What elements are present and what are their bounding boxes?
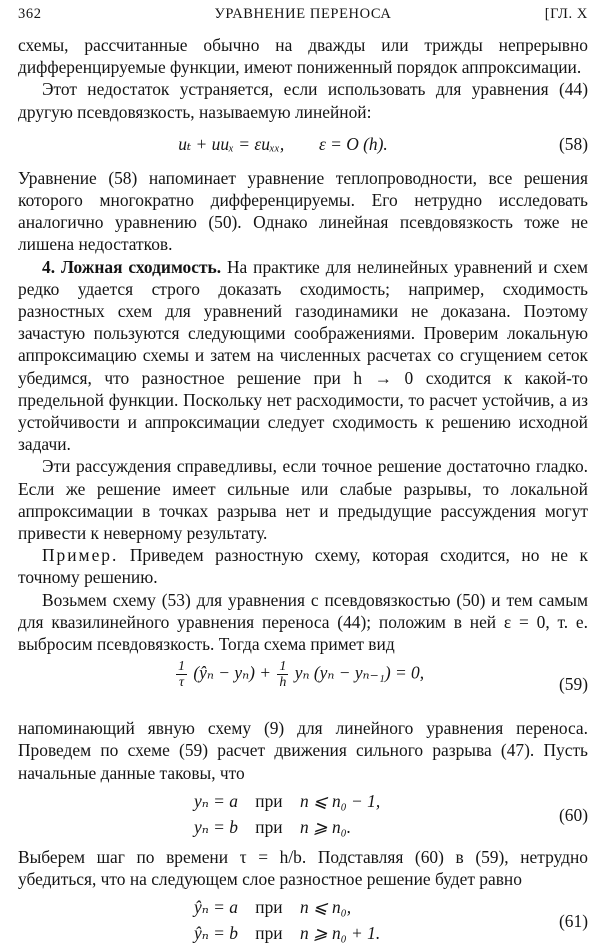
page-header xyxy=(18,6,588,30)
paragraph-5: Эти рассуждения справедливы, если точное решение достаточно гладко. Если же решение имеет сильные или слабые разрывы, то локальной аппроксимации в точках разрыва нет и предыдущие рассуждения могут привести к неверному результату. xyxy=(18,456,588,544)
paragraph-3: Уравнение (58) напоминает уравнение теплопроводности, все решения которого многократно дифференцируемы. Его нетрудно исследовать аналогично уравнению (50). Однако линейная псевдовязкость тоже не лишена недостатков. xyxy=(18,167,588,255)
paragraph-1: схемы, рассчитанные обычно на дважды или трижды непрерывно дифференцируемые функции, имеют пониженный порядок аппроксимации. xyxy=(18,35,588,78)
example-label: Пример. xyxy=(42,545,119,566)
fraction-1-over-tau: $\frac{1}{\tau}$ xyxy=(178,659,185,691)
equation-61-line-1: ŷₙ = a при n ⩽ n₀, xyxy=(194,897,352,918)
equation-59-number: (59) xyxy=(559,674,588,695)
section-heading: 4. Ложная сходимость. xyxy=(42,256,222,277)
running-head: УРАВНЕНИЕ ПЕРЕНОСА xyxy=(214,6,392,22)
equation-60-number: (60) xyxy=(559,804,588,825)
paragraph-6-text: Приведем разностную схему, которая сходится, но не к точному решению. xyxy=(18,545,588,588)
paragraph-6 xyxy=(18,544,588,588)
paragraph-9: Выберем шаг по времени τ = h/b. Подставляя (60) в (59), нетрудно убедиться, что на следующем слое разностное решение будет равно xyxy=(18,846,588,890)
equation-58-number: (58) xyxy=(559,133,588,154)
paragraph-8: напоминающий явную схему (9) для линейного уравнения переноса. Проведем по схеме (59) расчет движения сильного разрыва (47). Пусть начальные данные таковы, что xyxy=(18,718,588,783)
equation-61-number: (61) xyxy=(559,911,588,932)
equation-58-rhs: ε = O (h). xyxy=(318,133,388,154)
equation-59 xyxy=(18,655,588,717)
fraction-1-over-h: $\frac{1}{h}$ xyxy=(279,659,287,691)
paragraph-7: Возьмем схему (53) для уравнения с псевдовязкостью (50) и тем самым для квазилинейного уравнения переноса (44); положим в ней ε = 0, т. е. выбросим псевдовязкость. Тогда схема примет вид xyxy=(18,589,588,655)
paragraph-4-text: На практике для нелинейных уравнений и схем редко удается строго доказать сходимость; например, сходимость разностных схем для уравнений газодинамики не доказана. Поэтому зачастую пользуются следующими соображениями. Проверим локальную аппроксимацию схемы и затем на численных расчетах со сгущением сеток убедимся, что разностное решение при h → 0 сходится к какой-то предельной функции. Поскольку нет расходимости, то расчет устойчив, а из устойчивости и аппроксимации следует сходимость к решению исходной задачи. xyxy=(18,256,588,455)
equation-61-line-2: ŷₙ = b при n ⩾ n₀ + 1. xyxy=(194,923,381,944)
equation-61 xyxy=(18,890,588,952)
equation-58-lhs: uₜ + uuₓ = εuₓₓ, xyxy=(178,133,285,154)
equation-59-part-1: (ŷₙ − yₙ) + xyxy=(193,662,271,683)
equation-58 xyxy=(18,123,588,167)
equation-60 xyxy=(18,784,588,846)
chapter-label: [ГЛ. X xyxy=(544,6,588,22)
equation-60-line-1: yₙ = a при n ⩽ n₀ − 1, xyxy=(194,790,381,811)
page-body xyxy=(18,34,588,952)
paragraph-2: Этот недостаток устраняется, если использовать для уравнения (44) другую псевдовязкость, называемую линейной: xyxy=(18,79,588,122)
paragraph-4 xyxy=(18,256,588,456)
equation-60-line-2: yₙ = b при n ⩾ n₀. xyxy=(194,816,352,837)
page-number: 362 xyxy=(18,6,42,22)
equation-59-part-2: yₙ (yₙ − yₙ₋₁) = 0, xyxy=(294,662,425,683)
